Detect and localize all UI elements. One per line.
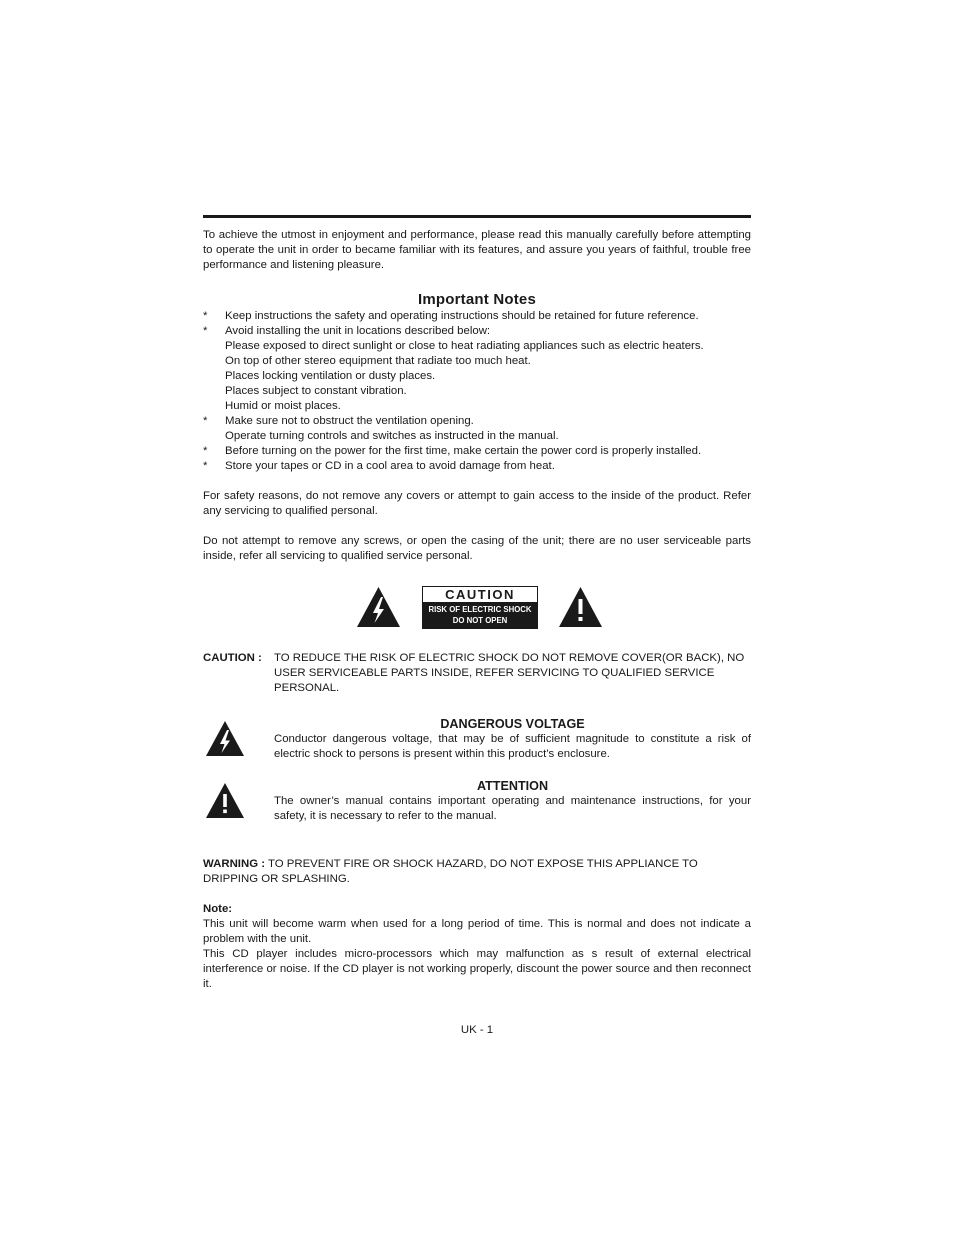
note-item [203,309,751,324]
bullet-mark: * [203,325,208,337]
exclamation-triangle-icon [205,782,245,819]
caution-statement-label: CAUTION : [203,652,262,664]
caution-symbols-row [203,584,751,634]
note-text: Store your tapes or CD in a cool area to avoid damage from heat. [225,460,555,472]
bullet-mark: * [203,460,208,472]
note-subline: Operate turning controls and switches as instructed in the manual. [225,430,559,442]
bullet-mark: * [203,415,208,427]
intro-paragraph: To achieve the utmost in enjoyment and performance, please read this manually carefully before attempting to operate the unit in order to became familiar with its features, and assure you years of faithful, trouble free performance and listening pleasure. [203,229,751,271]
caution-statement [203,651,751,696]
lightning-triangle-icon [205,720,245,757]
attention-title: ATTENTION [476,779,549,793]
note-paragraph-1: This unit will become warm when used for a long period of time. This is normal and does not indicate a problem with the unit. [203,918,751,945]
note-subline: Please exposed to direct sunlight or close to heat radiating appliances such as electric heaters. [225,340,704,352]
dangerous-voltage-text: Conductor dangerous voltage, that may be of sufficient magnitude to constitute a risk of electric shock to persons is present within this product’s enclosure. [274,733,751,760]
note-subline: Places locking ventilation or dusty places. [225,370,436,382]
caution-statement-text: TO REDUCE THE RISK OF ELECTRIC SHOCK DO NOT REMOVE COVER(OR BACK), NO USER SERVICEABLE PARTS INSIDE, REFER SERVICING TO QUALIFIED SERVICE PERSONAL. [274,652,745,694]
bullet-mark: * [203,310,208,322]
top-rule [203,215,751,218]
note-item [203,444,751,459]
note-item [203,324,751,339]
caution-label-title: CAUTION [423,587,537,603]
note-text: Avoid installing the unit in locations described below: [225,325,491,337]
note-text: Keep instructions the safety and operating instructions should be retained for future reference. [225,310,699,322]
dangerous-voltage-title: DANGEROUS VOLTAGE [440,717,585,731]
warning-text: TO PREVENT FIRE OR SHOCK HAZARD, DO NOT EXPOSE THIS APPLIANCE TO DRIPPING OR SPLASHING. [203,858,698,885]
note-item [203,459,751,474]
safety-paragraph-1: For safety reasons, do not remove any covers or attempt to gain access to the inside of the product. Refer any servicing to qualified personal. [203,490,751,517]
dangerous-voltage-block [203,716,751,762]
attention-text: The owner’s manual contains important operating and maintenance instructions, for your safety, it is necessary to refer to the manual. [274,795,751,822]
caution-label-box [422,586,538,629]
bullet-mark: * [203,445,208,457]
note-text: Before turning on the power for the first time, make certain the power cord is properly installed. [225,445,702,457]
warning-label: WARNING : [203,858,266,870]
caution-label-subtext [423,603,537,628]
note-label: Note: [203,903,233,915]
warning-statement [203,857,751,887]
attention-block [203,778,751,824]
important-notes-list [203,309,751,474]
page-number: UK - 1 [460,1024,494,1036]
note-subline: Humid or moist places. [225,400,341,412]
lightning-triangle-icon [356,586,401,628]
exclamation-triangle-icon [558,586,603,628]
note-item [203,414,751,429]
caution-label-line1: RISK OF ELECTRIC SHOCK [428,605,532,614]
caution-label-line2: DO NOT OPEN [452,616,508,625]
note-text: Make sure not to obstruct the ventilation opening. [225,415,474,427]
note-subline: Places subject to constant vibration. [225,385,407,397]
manual-page [203,215,751,1036]
note-paragraph-2: This CD player includes micro-processors which may malfunction as s result of external electrical interference or noise. If the CD player is not working properly, discount the power source and then reconnect it. [203,948,751,990]
note-subline: On top of other stereo equipment that radiate too much heat. [225,355,531,367]
safety-paragraph-2: Do not attempt to remove any screws, or open the casing of the unit; there are no user serviceable parts inside, refer all servicing to qualified service personal. [203,535,751,562]
important-notes-heading: Important Notes [417,291,536,308]
